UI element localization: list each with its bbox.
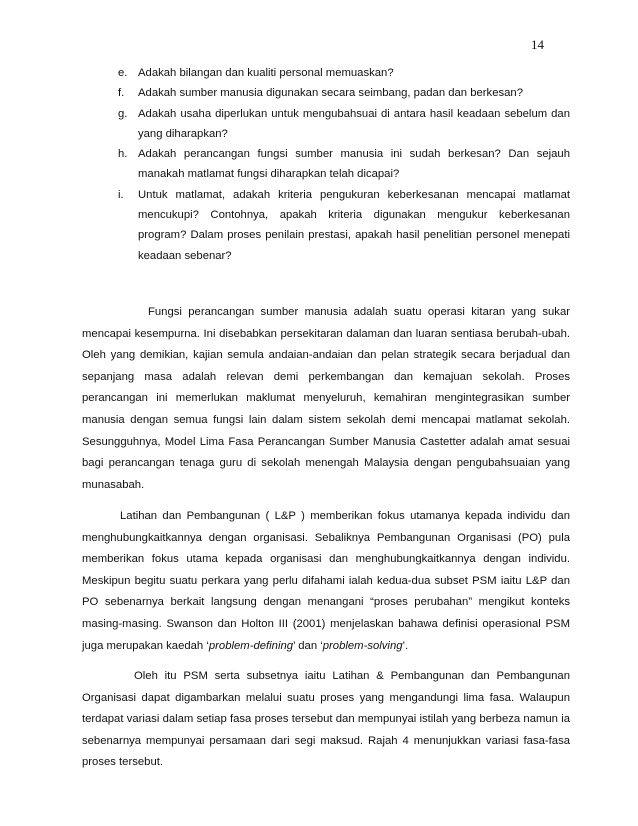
italic-term: problem-defining: [208, 639, 294, 652]
list-item-text: Adakah usaha diperlukan untuk mengubahsuai di antara hasil keadaan sebelum dan yang diharapkan?: [138, 107, 570, 140]
list-marker: i.: [118, 188, 124, 201]
paragraph-latihan-pembangunan: [82, 506, 570, 657]
paragraph-text: ’.: [402, 639, 409, 652]
list-item-text: Adakah bilangan dan kualiti personal memuaskan?: [138, 67, 394, 79]
list-marker: g.: [118, 107, 128, 120]
list-item-g: [118, 104, 570, 145]
list-item-text: Adakah sumber manusia digunakan secara seimbang, padan dan berkesan?: [138, 87, 523, 100]
list-item-text: Untuk matlamat, adakah kriteria pengukuran keberkesanan mencapai matlamat mencukupi? Contohnya, apakah kriteria digunakan mengukur keberkesanan program? Dalam proses penilain prestasi, apakah hasil penelitian personel menepati keadaan sebenar?: [138, 188, 570, 262]
list-item-text: Adakah perancangan fungsi sumber manusia ini sudah berkesan? Dan sejauh manakah matlamat fungsi diharapkan telah dicapai?: [138, 148, 570, 181]
paragraph-text: Fungsi perancangan sumber manusia adalah suatu operasi kitaran yang sukar mencapai kesempurna. Ini disebabkan persekitaran dalaman dan luaran sentiasa berubah-ubah. Oleh yang demikian, kajian semula andaian-andaian dan pelan strategik secara berjadual dan sepanjang masa adalah relevan demi perkembangan dan kemajuan sekolah. Proses perancangan ini memerlukan maklumat menyeluruh, kemahiran mengintegrasikan sumber manusia dengan semua fungsi lain dalam sistem sekolah demi mencapai matlamat sekolah. Sesungguhnya, Model Lima Fasa Perancangan Sumber Manusia Castetter adalah amat sesuai bagi perancangan tenaga guru di sekolah menengah Malaysia dengan pengubahsuaian yang munasabah.: [82, 306, 570, 491]
question-list: [118, 63, 570, 266]
list-marker: h.: [118, 148, 128, 161]
paragraph-text: Oleh itu PSM serta subsetnya iaitu Latihan & Pembangunan dan Pembangunan Organisasi dapat digambarkan melalui suatu proses yang mengandungi lima fasa. Walaupun terdapat variasi dalam setiap fasa proses tersebut dan mempunyai istilah yang berbeza namun ia sebenarnya mempunyai persamaan dari segi maksud. Rajah 4 menunjukkan variasi fasa-fasa proses tersebut.: [82, 670, 570, 769]
paragraph-text: Latihan dan Pembangunan ( L&P ) memberikan fokus utamanya kepada individu dan menghubungkaitkannya dengan organisasi. Sebaliknya Pembangunan Organisasi (PO) pula memberikan fokus utama kepada organisasi dan menghubungkaitkannya dengan individu. Meskipun begitu suatu perkara yang perlu difahami ialah kedua-dua subset PSM iaitu L&P dan PO sebenarnya berkait langsung dengan menangani “proses perubahan” mengikut konteks masing-masing. Swanson dan Holton III (2001) menjelaskan bahawa definisi operasional PSM juga merupakan kaedah ‘: [82, 510, 570, 652]
list-item-h: [118, 144, 570, 185]
paragraph-text: ’ dan ‘: [293, 639, 323, 652]
paragraph-psm-proses: [82, 666, 570, 774]
list-item-e: [118, 63, 570, 83]
list-marker: e.: [118, 67, 128, 79]
paragraph-perancangan: [82, 302, 570, 496]
list-item-i: [118, 185, 570, 266]
list-item-f: [118, 83, 570, 103]
list-marker: f.: [118, 87, 125, 100]
page-number: 14: [531, 37, 544, 52]
italic-term: problem-solving: [322, 639, 403, 652]
